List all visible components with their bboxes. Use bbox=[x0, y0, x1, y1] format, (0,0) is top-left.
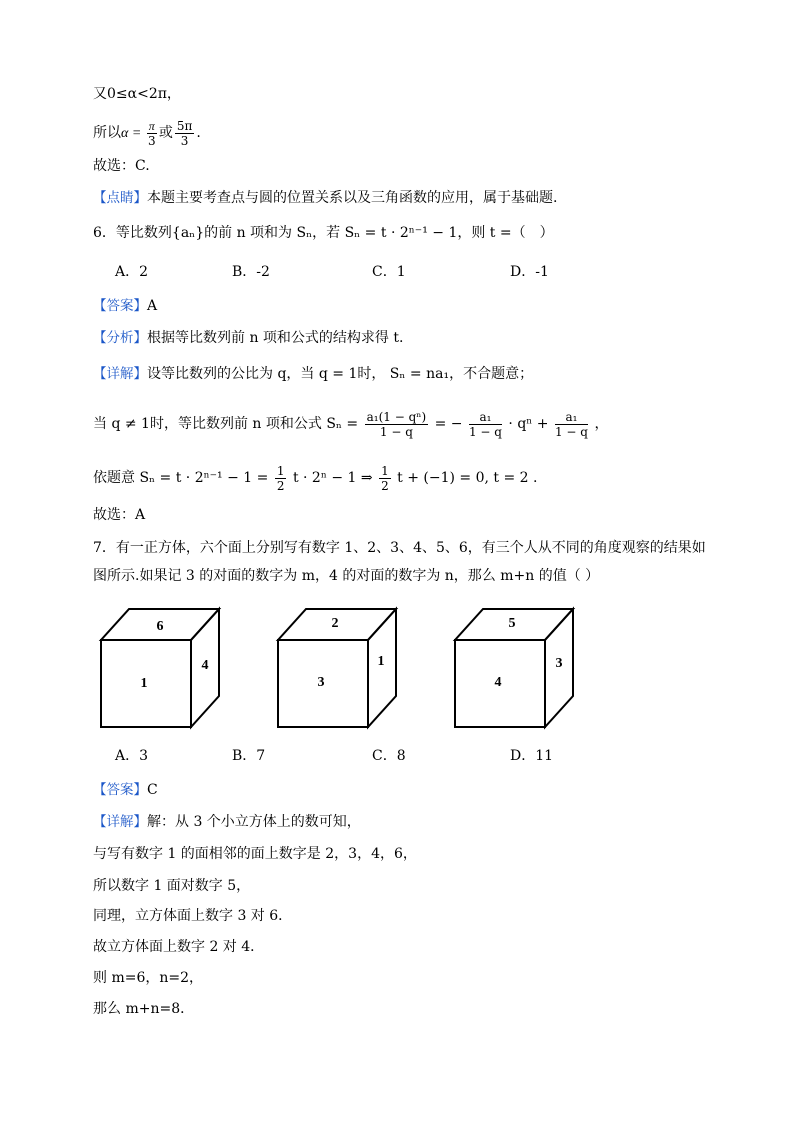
fraction-numerator: a₁ bbox=[555, 410, 588, 425]
fraction bbox=[147, 119, 157, 148]
text-fragment: 当 q ≠ 1时，等比数列前 n 项和公式 Sₙ = bbox=[93, 416, 359, 432]
fraction-denominator: 1 − q bbox=[554, 424, 588, 439]
text-fragment: t · 2ⁿ − 1 ⇒ bbox=[292, 470, 373, 486]
cube-side-number: 4 bbox=[201, 658, 209, 673]
math-var: α = bbox=[121, 126, 145, 141]
analysis-text: 根据等比数列前 n 项和公式的结构求得 t. bbox=[147, 330, 404, 346]
text-fragment: 或 bbox=[158, 125, 173, 141]
text-fragment: 依题意 Sₙ = t · 2ⁿ⁻¹ − 1 = bbox=[93, 470, 269, 486]
tip-text: 本题主要考查点与圆的位置关系以及三角函数的应用，属于基础题. bbox=[147, 190, 558, 206]
fraction-denominator: 2 bbox=[381, 478, 389, 493]
cube-side-number: 3 bbox=[555, 656, 563, 671]
option-d: D．-1 bbox=[510, 264, 549, 280]
cube-top-number: 6 bbox=[156, 619, 164, 634]
text-fragment: t + (−1) = 0, t = 2 . bbox=[397, 470, 538, 486]
fraction-numerator: a₁ bbox=[469, 410, 502, 425]
text-fragment: ， bbox=[594, 416, 609, 432]
text-line: 故选：C. bbox=[93, 158, 150, 174]
option-c: C．8 bbox=[372, 748, 406, 764]
detail-line: 故立方体面上数字 2 对 4． bbox=[93, 939, 265, 955]
fraction-numerator: 1 bbox=[276, 463, 285, 478]
cube-top-number: 5 bbox=[508, 616, 516, 631]
fraction-denominator: 2 bbox=[276, 478, 285, 493]
detail-line: 那么 m+n=8． bbox=[93, 1001, 195, 1017]
fraction-numerator: 5π bbox=[176, 118, 193, 133]
text-fragment: = − bbox=[434, 416, 463, 432]
question-stem: 6．等比数列{aₙ}的前 n 项和为 Sₙ，若 Sₙ = t · 2ⁿ⁻¹ − 1，则 t =（ ） bbox=[93, 225, 554, 241]
detail-line bbox=[93, 812, 361, 832]
text-line bbox=[93, 116, 201, 150]
analysis-tag: 【分析】 bbox=[93, 330, 147, 346]
detail-tag: 【详解】 bbox=[93, 366, 147, 382]
fraction-denominator: 3 bbox=[180, 133, 189, 148]
cube-top-number: 2 bbox=[331, 616, 339, 631]
option-b: B．7 bbox=[232, 748, 266, 764]
option-a: A．2 bbox=[115, 264, 149, 280]
fraction-denominator: 3 bbox=[147, 133, 156, 148]
tip-tag: 【点睛】 bbox=[93, 190, 147, 206]
detail-line: 所以数字 1 面对数字 5， bbox=[93, 878, 251, 894]
conclusion-line: 故选：A bbox=[93, 507, 146, 523]
analysis-line bbox=[93, 328, 403, 348]
detail-line bbox=[93, 364, 533, 384]
fraction bbox=[555, 410, 588, 439]
fraction bbox=[365, 410, 429, 439]
cube-front-number: 4 bbox=[494, 675, 502, 690]
option-b: B．-2 bbox=[232, 264, 270, 280]
text-line bbox=[93, 188, 557, 208]
fraction-numerator: 1 bbox=[381, 463, 389, 478]
fraction-numerator: π bbox=[148, 118, 155, 133]
text-line: 又0≤α<2π， bbox=[93, 86, 181, 102]
detail-formula-line bbox=[93, 460, 537, 496]
detail-tag: 【详解】 bbox=[93, 814, 147, 830]
cube-side-number: 1 bbox=[377, 654, 385, 669]
fraction-denominator: 1 − q bbox=[468, 424, 502, 439]
option-d: D．11 bbox=[510, 748, 554, 764]
fraction-denominator: 1 − q bbox=[379, 424, 413, 439]
fraction bbox=[275, 464, 287, 493]
detail-text: 解：从 3 个小立方体上的数可知， bbox=[147, 814, 361, 830]
detail-text: 设等比数列的公比为 q，当 q = 1时， Sₙ = na₁，不合题意； bbox=[147, 366, 534, 382]
fraction bbox=[379, 464, 391, 493]
cube-front-number: 3 bbox=[317, 675, 325, 690]
cube-figure-3 bbox=[452, 606, 576, 730]
detail-line: 则 m=6，n=2， bbox=[93, 970, 204, 986]
fraction-numerator: a₁(1 − qⁿ) bbox=[366, 409, 427, 424]
option-a: A．3 bbox=[115, 748, 149, 764]
text-fragment: 所以 bbox=[93, 125, 121, 141]
answer-line bbox=[93, 780, 158, 800]
detail-line: 同理，立方体面上数字 3 对 6． bbox=[93, 908, 293, 924]
answer-tag: 【答案】 bbox=[93, 298, 147, 314]
cube-front-number: 1 bbox=[140, 676, 148, 691]
question-stem: 图所示.如果记 3 的对面的数字为 m，4 的对面的数字为 n，那么 m+n 的值（ ） bbox=[93, 568, 600, 584]
text-fragment: · qⁿ + bbox=[508, 416, 549, 432]
detail-formula-line bbox=[93, 404, 608, 444]
detail-line: 与写有数字 1 的面相邻的面上数字是 2，3，4，6， bbox=[93, 846, 417, 862]
cube-figure-2 bbox=[275, 606, 399, 730]
answer-value: C bbox=[147, 782, 158, 798]
option-c: C．1 bbox=[372, 264, 406, 280]
answer-tag: 【答案】 bbox=[93, 782, 147, 798]
answer-line bbox=[93, 296, 157, 316]
cube-figure-1 bbox=[98, 606, 222, 730]
fraction bbox=[469, 410, 502, 439]
question-stem: 7．有一正方体，六个面上分别写有数字 1、2、3、4、5、6，有三个人从不同的角度观察的结果如 bbox=[93, 540, 706, 556]
answer-value: A bbox=[147, 298, 158, 314]
text-fragment: . bbox=[196, 125, 201, 141]
fraction bbox=[175, 119, 195, 148]
